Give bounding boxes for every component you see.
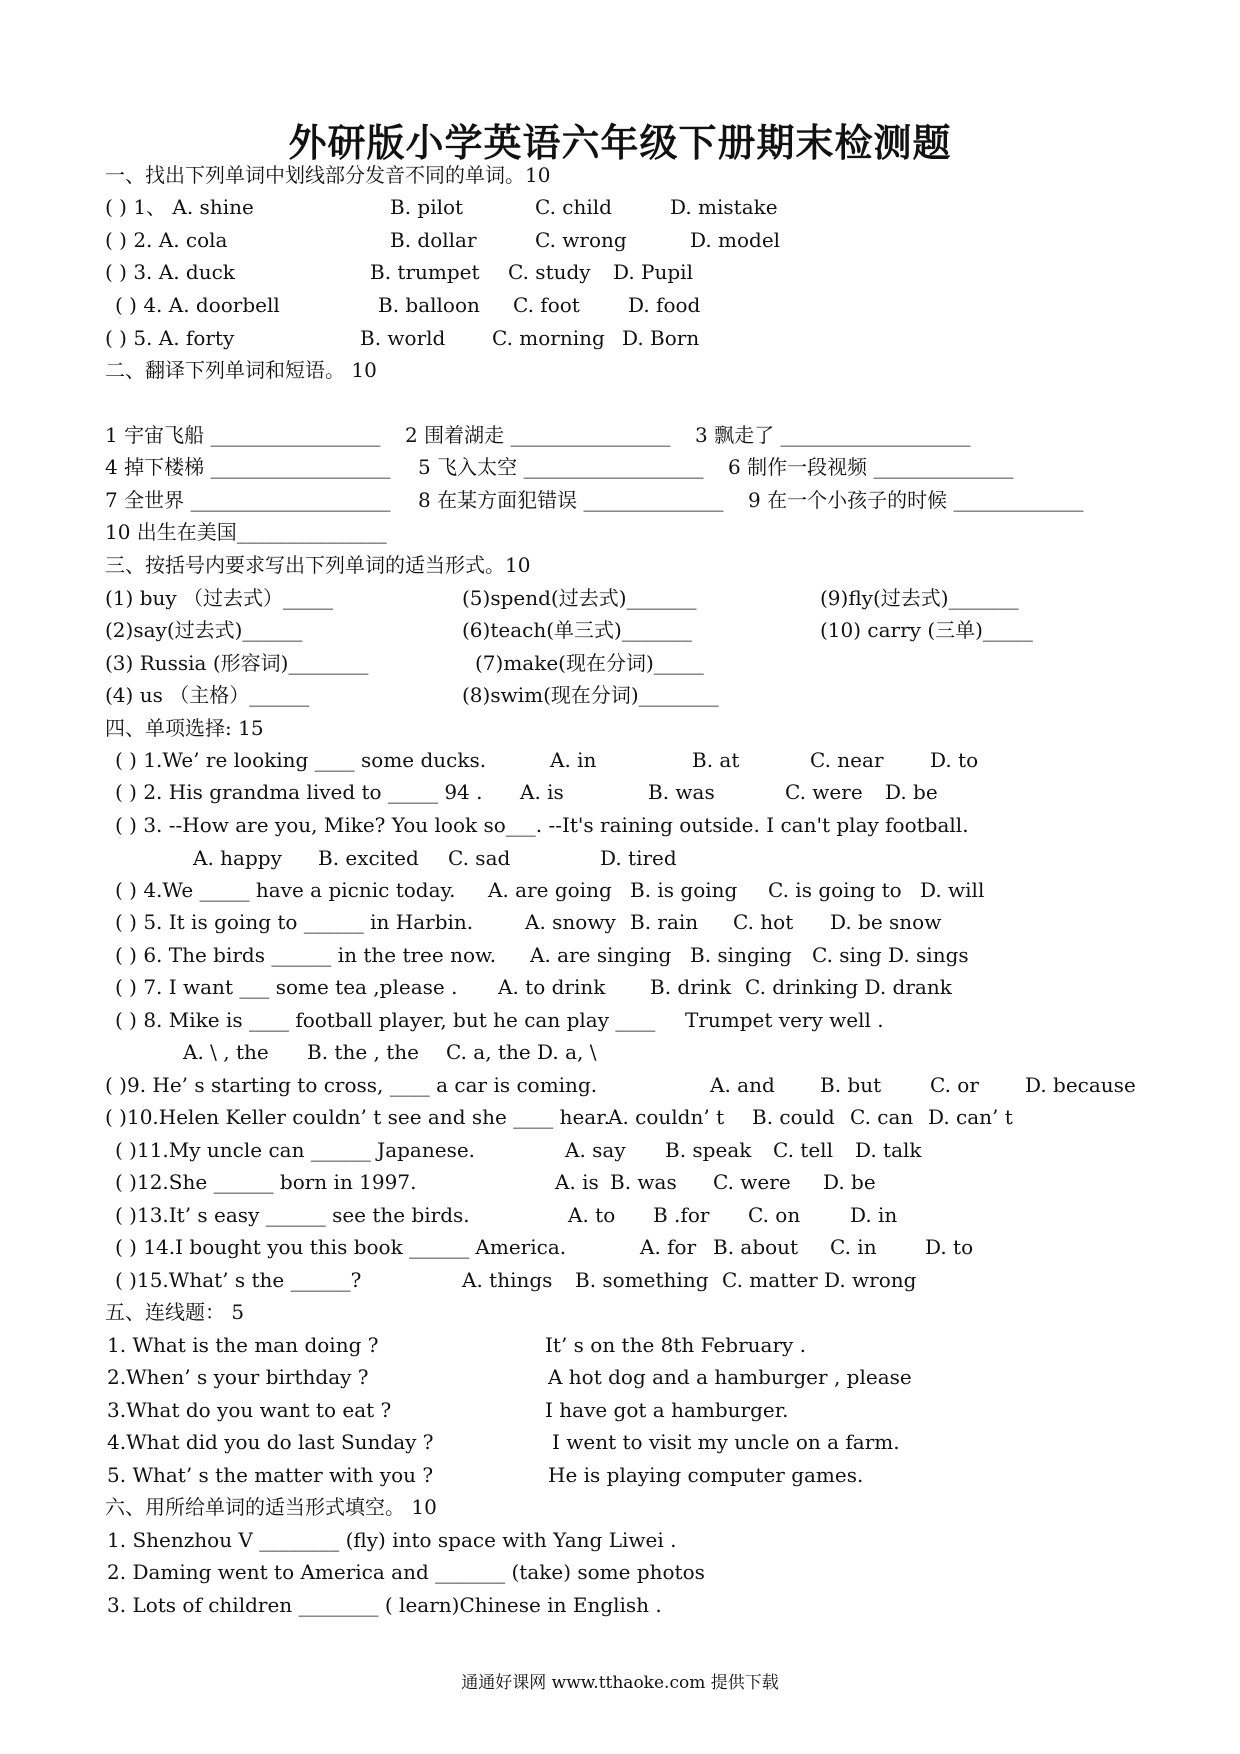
question-line <box>0 1167 1240 1201</box>
section-heading <box>0 355 1240 389</box>
question-line <box>0 907 1240 941</box>
section-title: 六、用所给单词的适当形式填空。 10 <box>105 1495 437 1519</box>
text-cell: A. is <box>520 780 564 804</box>
text-cell: He is playing computer games. <box>548 1463 864 1487</box>
text-cell: C. hot <box>733 910 794 934</box>
text-cell: ( ) 2. A. cola <box>105 228 228 252</box>
text-cell: B. the , the <box>307 1040 419 1064</box>
text-cell: C. near <box>810 748 884 772</box>
text-cell: C. drinking D. drank <box>745 975 952 999</box>
question-line <box>0 517 1240 551</box>
question-line <box>0 1232 1240 1266</box>
text-cell: ( ) 5. It is going to ______ in Harbin. <box>115 910 474 934</box>
text-cell: ( ) 5. A. forty <box>105 326 235 350</box>
question-line <box>0 648 1240 682</box>
text-cell: B. balloon <box>378 293 480 317</box>
text-cell: 4 掉下楼梯 __________________ <box>105 455 391 479</box>
text-cell: A. to <box>568 1203 616 1227</box>
text-cell: D. in <box>850 1203 898 1227</box>
text-cell: B. was <box>610 1170 677 1194</box>
text-cell: A. \ , the <box>183 1040 269 1064</box>
text-cell: D. tired <box>600 846 677 870</box>
question-line <box>0 257 1240 291</box>
text-cell: 5 飞入太空 __________________ <box>418 455 704 479</box>
section-heading <box>0 1297 1240 1331</box>
question-line <box>0 1330 1240 1364</box>
text-cell: 3 飘走了 ___________________ <box>695 423 971 447</box>
text-cell: D. food <box>628 293 701 317</box>
text-cell: C. on <box>748 1203 801 1227</box>
text-cell: 2.When’ s your birthday ? <box>107 1365 369 1389</box>
question-line <box>0 583 1240 617</box>
text-cell: B. trumpet <box>370 260 480 284</box>
text-cell: (8)swim(现在分词)________ <box>462 683 719 707</box>
question-line <box>0 192 1240 226</box>
text-cell: C. is going to <box>768 878 902 902</box>
question-line <box>0 1135 1240 1169</box>
text-cell: I have got a hamburger. <box>545 1398 789 1422</box>
text-cell: 8 在某方面犯错误 ______________ <box>418 488 724 512</box>
text-cell: C. morning <box>492 326 605 350</box>
question-line <box>0 940 1240 974</box>
question-line <box>0 225 1240 259</box>
text-cell: A. say <box>565 1138 626 1162</box>
text-cell: A hot dog and a hamburger , please <box>548 1365 912 1389</box>
section-title: 二、翻译下列单词和短语。 10 <box>105 358 377 382</box>
text-cell: C. foot <box>513 293 580 317</box>
section-heading <box>0 160 1240 194</box>
question-line <box>0 323 1240 357</box>
text-cell: ( )11.My uncle can ______ Japanese. <box>115 1138 476 1162</box>
text-cell: C. sing D. sings <box>812 943 969 967</box>
text-cell: A. in <box>550 748 597 772</box>
text-cell: ( ) 4.We _____ have a picnic today. <box>115 878 456 902</box>
question-line <box>0 680 1240 714</box>
text-cell: B. dollar <box>390 228 477 252</box>
question-line <box>0 1200 1240 1234</box>
text-cell: C. study <box>508 260 591 284</box>
question-line <box>0 1362 1240 1396</box>
page-title: 外研版小学英语六年级下册期末检测题 <box>288 120 952 165</box>
text-cell: C. in <box>830 1235 877 1259</box>
text-cell: It’ s on the 8th February . <box>545 1333 807 1357</box>
text-cell: 1 宇宙飞船 _________________ <box>105 423 381 447</box>
text-cell: B. singing <box>690 943 792 967</box>
text-cell: (4) us （主格）______ <box>105 683 310 707</box>
question-line <box>0 1265 1240 1299</box>
question-line <box>0 1395 1240 1429</box>
text-cell: B. drink <box>650 975 732 999</box>
text-cell: 1. Shenzhou V ________ (fly) into space with Yang Liwei . <box>107 1528 677 1552</box>
text-cell: ( )15.What’ s the ______? <box>115 1268 362 1292</box>
text-cell: (6)teach(单三式)_______ <box>462 618 692 642</box>
text-cell: C. sad <box>448 846 511 870</box>
text-cell: ( ) 2. His grandma lived to _____ 94 . <box>115 780 483 804</box>
text-cell: ( ) 6. The birds ______ in the tree now. <box>115 943 497 967</box>
text-cell: D. to <box>930 748 979 772</box>
text-cell: ( ) 1.We’ re looking ____ some ducks. <box>115 748 487 772</box>
question-line <box>0 745 1240 779</box>
text-cell: ( ) 3. --How are you, Mike? You look so___. --It's raining outside. I can't play football. <box>115 813 969 837</box>
question-line <box>0 843 1240 877</box>
text-cell: B. about <box>713 1235 799 1259</box>
text-cell: D. talk <box>855 1138 922 1162</box>
text-cell: C. a, the D. a, \ <box>446 1040 597 1064</box>
text-cell: B .for <box>653 1203 710 1227</box>
text-cell: D. Born <box>622 326 700 350</box>
text-cell: A. snowy <box>525 910 616 934</box>
text-cell: (9)fly(过去式)_______ <box>820 586 1019 610</box>
page-footer: 通通好课网 www.tthaoke.com 提供下载 <box>461 1673 779 1693</box>
question-line <box>0 1590 1240 1624</box>
text-cell: ( ) 7. I want ___ some tea ,please . <box>115 975 458 999</box>
section-heading <box>0 550 1240 584</box>
text-cell: D. model <box>690 228 781 252</box>
text-cell: A. are going <box>488 878 612 902</box>
text-cell: D. can’ t <box>928 1105 1013 1129</box>
question-line <box>0 1005 1240 1039</box>
text-cell: B. could <box>752 1105 835 1129</box>
text-cell: A. are singing <box>530 943 672 967</box>
text-cell: A. is <box>555 1170 599 1194</box>
text-cell: C. matter D. wrong <box>722 1268 917 1292</box>
text-cell: 10 出生在美国_______________ <box>105 520 387 544</box>
question-line <box>0 615 1240 649</box>
text-cell: (10) carry (三单)_____ <box>820 618 1033 642</box>
question-line <box>0 875 1240 909</box>
text-cell: I went to visit my uncle on a farm. <box>552 1430 900 1454</box>
text-cell: D. Pupil <box>613 260 693 284</box>
text-cell: 3. Lots of children ________ ( learn)Chinese in English . <box>107 1593 662 1617</box>
text-cell: B. speak <box>665 1138 752 1162</box>
text-cell: C. were <box>713 1170 791 1194</box>
text-cell: C. or <box>930 1073 979 1097</box>
question-line <box>0 1037 1240 1071</box>
text-cell: A. happy <box>193 846 282 870</box>
text-cell: 2. Daming went to America and _______ (take) some photos <box>107 1560 705 1584</box>
text-cell: B. but <box>820 1073 882 1097</box>
text-cell: ( ) 4. A. doorbell <box>115 293 280 317</box>
text-cell: (7)make(现在分词)_____ <box>475 651 704 675</box>
text-cell: C. wrong <box>535 228 627 252</box>
text-cell: (2)say(过去式)______ <box>105 618 303 642</box>
question-line <box>0 1427 1240 1461</box>
question-line <box>0 1102 1240 1136</box>
text-cell: 2 围着湖走 ________________ <box>405 423 671 447</box>
text-cell: 3.What do you want to eat ? <box>107 1398 392 1422</box>
question-line <box>0 1460 1240 1494</box>
text-cell: C. can <box>850 1105 914 1129</box>
text-cell: 5. What’ s the matter with you ? <box>107 1463 434 1487</box>
text-cell: ( )12.She ______ born in 1997. <box>115 1170 417 1194</box>
question-line <box>0 452 1240 486</box>
question-line <box>0 420 1240 454</box>
text-cell: ( ) 14.I bought you this book ______ America. <box>115 1235 567 1259</box>
text-cell: A. things <box>462 1268 553 1292</box>
text-cell: D. will <box>920 878 985 902</box>
question-line <box>0 290 1240 324</box>
text-cell: B. world <box>360 326 446 350</box>
section-title: 五、连线题： 5 <box>105 1300 245 1324</box>
text-cell: D. to <box>925 1235 974 1259</box>
text-cell: B. was <box>648 780 715 804</box>
text-cell: Trumpet very well . <box>685 1008 884 1032</box>
question-line <box>0 485 1240 519</box>
text-cell: A. couldn’ t <box>608 1105 725 1129</box>
text-cell: B. pilot <box>390 195 464 219</box>
text-cell: C. were <box>785 780 863 804</box>
text-cell: ( )9. He’ s starting to cross, ____ a car is coming. <box>105 1073 598 1097</box>
text-cell: 1. What is the man doing ? <box>107 1333 379 1357</box>
text-cell: A. to drink <box>498 975 606 999</box>
question-line <box>0 1557 1240 1591</box>
text-cell: 9 在一个小孩子的时候 _____________ <box>748 488 1084 512</box>
text-cell: 6 制作一段视频 ______________ <box>728 455 1014 479</box>
question-line <box>0 1525 1240 1559</box>
text-cell: D. be <box>885 780 938 804</box>
section-title: 三、按括号内要求写出下列单词的适当形式。10 <box>105 553 531 577</box>
question-line <box>0 1070 1240 1104</box>
question-line <box>0 810 1240 844</box>
text-cell: (5)spend(过去式)_______ <box>462 586 697 610</box>
section-heading <box>0 1492 1240 1526</box>
text-cell: 4.What did you do last Sunday ? <box>107 1430 434 1454</box>
text-cell: A. and <box>710 1073 775 1097</box>
section-title: 四、单项选择: 15 <box>105 716 264 740</box>
text-cell: ( ) 3. A. duck <box>105 260 235 284</box>
text-cell: (3) Russia (形容词)________ <box>105 651 369 675</box>
text-cell: ( ) 1、 A. shine <box>105 195 254 219</box>
text-cell: B. rain <box>630 910 699 934</box>
question-line <box>0 777 1240 811</box>
text-cell: D. mistake <box>670 195 778 219</box>
section-title: 一、找出下列单词中划线部分发音不同的单词。10 <box>105 163 551 187</box>
text-cell: B. something <box>575 1268 709 1292</box>
text-cell: D. be snow <box>830 910 942 934</box>
text-cell: ( )13.It’ s easy ______ see the birds. <box>115 1203 470 1227</box>
text-cell: A. for <box>640 1235 697 1259</box>
text-cell: ( ) 8. Mike is ____ football player, but he can play ____ <box>115 1008 656 1032</box>
text-cell: B. excited <box>318 846 419 870</box>
text-cell: ( )10.Helen Keller couldn’ t see and she ____ hear. <box>105 1105 610 1129</box>
section-heading <box>0 713 1240 747</box>
text-cell: D. be <box>823 1170 876 1194</box>
text-cell: D. because <box>1025 1073 1136 1097</box>
text-cell: (1) buy （过去式）_____ <box>105 586 334 610</box>
text-cell: B. at <box>692 748 740 772</box>
text-cell: B. is going <box>630 878 738 902</box>
text-cell: C. tell <box>773 1138 833 1162</box>
text-cell: 7 全世界 ____________________ <box>105 488 391 512</box>
text-cell: C. child <box>535 195 612 219</box>
question-line <box>0 972 1240 1006</box>
